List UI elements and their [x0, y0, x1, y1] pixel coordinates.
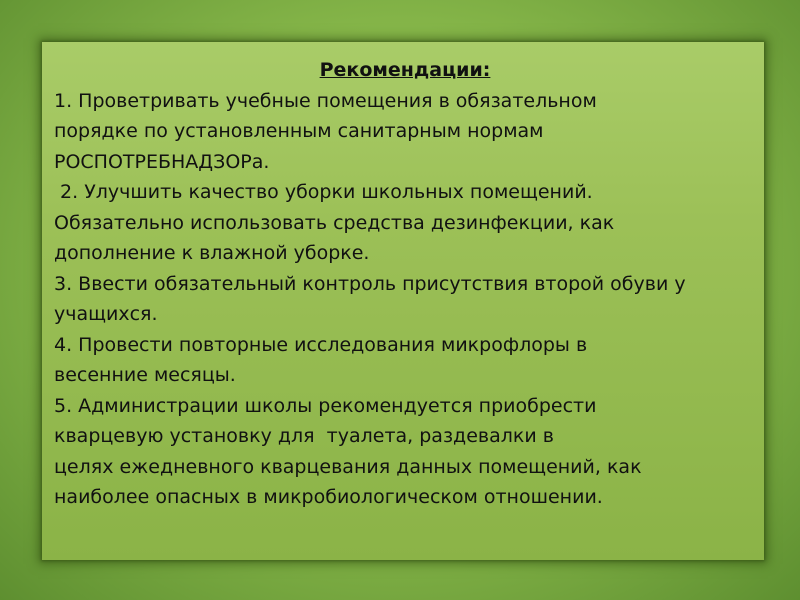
text-line: порядке по установленным санитарным нормам	[54, 120, 544, 142]
text-line: 5. Администрации школы рекомендуется приобрести	[54, 394, 597, 417]
text-line: РОСПОТРЕБНАДЗОРа.	[54, 150, 270, 173]
text-line: целях ежедневного кварцевания данных помещений, как	[54, 455, 642, 478]
text-line: 3. Ввести обязательный контроль присутствия второй обуви у	[54, 272, 686, 295]
text-line: учащихся.	[54, 303, 158, 325]
text-line: 4. Провести повторные исследования микрофлоры в	[54, 333, 588, 356]
text-line: 2. Улучшить качество уборки школьных помещений.	[54, 181, 593, 203]
text-line: дополнение к влажной уборке.	[54, 242, 370, 264]
text-line: наиболее опасных в микробиологическом отношении.	[54, 486, 603, 508]
text-line: весенние месяцы.	[54, 364, 236, 386]
text-line: 1. Проветривать учебные помещения в обязательном	[54, 89, 597, 112]
text-line: кварцевую установку для туалета, раздевалки в	[54, 425, 554, 447]
recommendations-content	[54, 55, 756, 513]
text-line: Обязательно использовать средства дезинфекции, как	[54, 211, 615, 234]
recommendations-heading: Рекомендации:	[319, 59, 491, 81]
recommendations-text-box	[42, 42, 764, 560]
